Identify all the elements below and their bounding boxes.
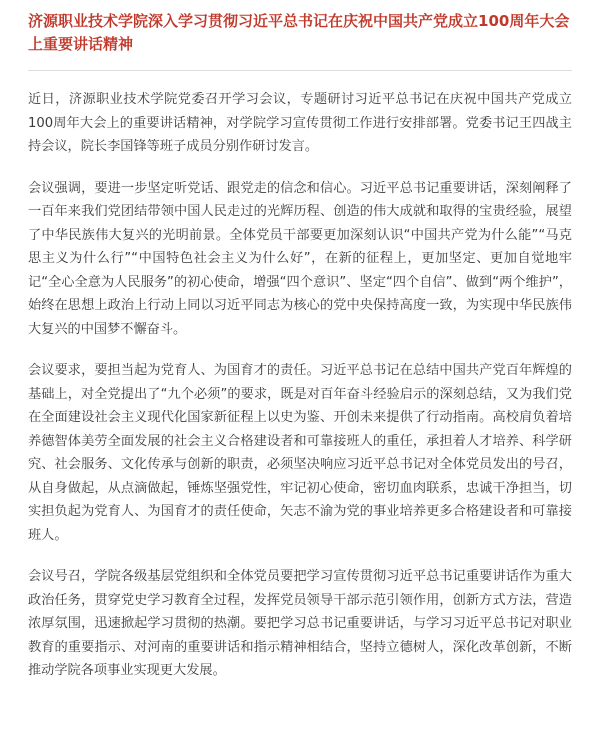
- article: [28, 10, 572, 701]
- article-title: 济源职业技术学院深入学习贯彻习近平总书记在庆祝中国共产党成立100周年大会上重要讲话精神: [28, 12, 570, 53]
- article-paragraph-3: 会议要求，要担当起为党育人、为国育才的责任。习近平总书记在总结中国共产党百年辉煌的基础上，对全党提出了“九个必须”的要求，既是对百年奋斗经验启示的深刻总结，又为我们党在全面建设社会主义现代化国家新征程上以史为鉴、开创未来提供了行动指南。高校肩负着培养德智体美劳全面发展的社会主义合格建设者和可靠接班人的重任，承担着人才培养、科学研究、社会服务、文化传承与创新的职责，必须坚决响应习近平总书记对全体党员发出的号召，从自身做起，从点滴做起，锤炼坚强党性，牢记初心使命，密切血肉联系，忠诚干净担当，切实担负起为党育人、为国育才的责任使命，矢志不渝为党的事业培养更多合格建设者和可靠接班人。: [28, 363, 572, 543]
- article-paragraph-1: 近日，济源职业技术学院党委召开学习会议，专题研讨习近平总书记在庆祝中国共产党成立100周年大会上的重要讲话精神，对学院学习宣传贯彻工作进行安排部署。党委书记王四战主持会议，院长李国锋等班子成员分别作研讨发言。: [28, 92, 572, 154]
- article-paragraph-2: 会议强调，要进一步坚定听党话、跟党走的信念和信心。习近平总书记重要讲话，深刻阐释了一百年来我们党团结带领中国人民走过的光辉历程、创造的伟大成就和取得的宝贵经验，展望了中华民族伟大复兴的光明前景。全体党员干部要更加深刻认识“中国共产党为什么能”“马克思主义为什么行”“中国特色社会主义为什么好”，在新的征程上，更加坚定、更加自觉地牢记“全心全意为人民服务”的初心使命，增强“四个意识”、坚定“四个自信”、做到“两个维护”，始终在思想上政治上行动上同以习近平同志为核心的党中央保持高度一致，为实现中华民族伟大复兴的中国梦不懈奋斗。: [28, 180, 572, 337]
- article-paragraph-4: 会议号召，学院各级基层党组织和全体党员要把学习宣传贯彻习近平总书记重要讲话作为重大政治任务，贯穿党史学习教育全过程，发挥党员领导干部示范引领作用，创新方式方法，营造浓厚氛围，迅速掀起学习贯彻的热潮。要把学习总书记重要讲话，与学习习近平总书记对职业教育的重要指示、对河南的重要讲话和指示精神相结合，坚持立德树人，深化改革创新，不断推动学院各项事业实现更大发展。: [28, 569, 572, 678]
- title-divider: [28, 70, 572, 71]
